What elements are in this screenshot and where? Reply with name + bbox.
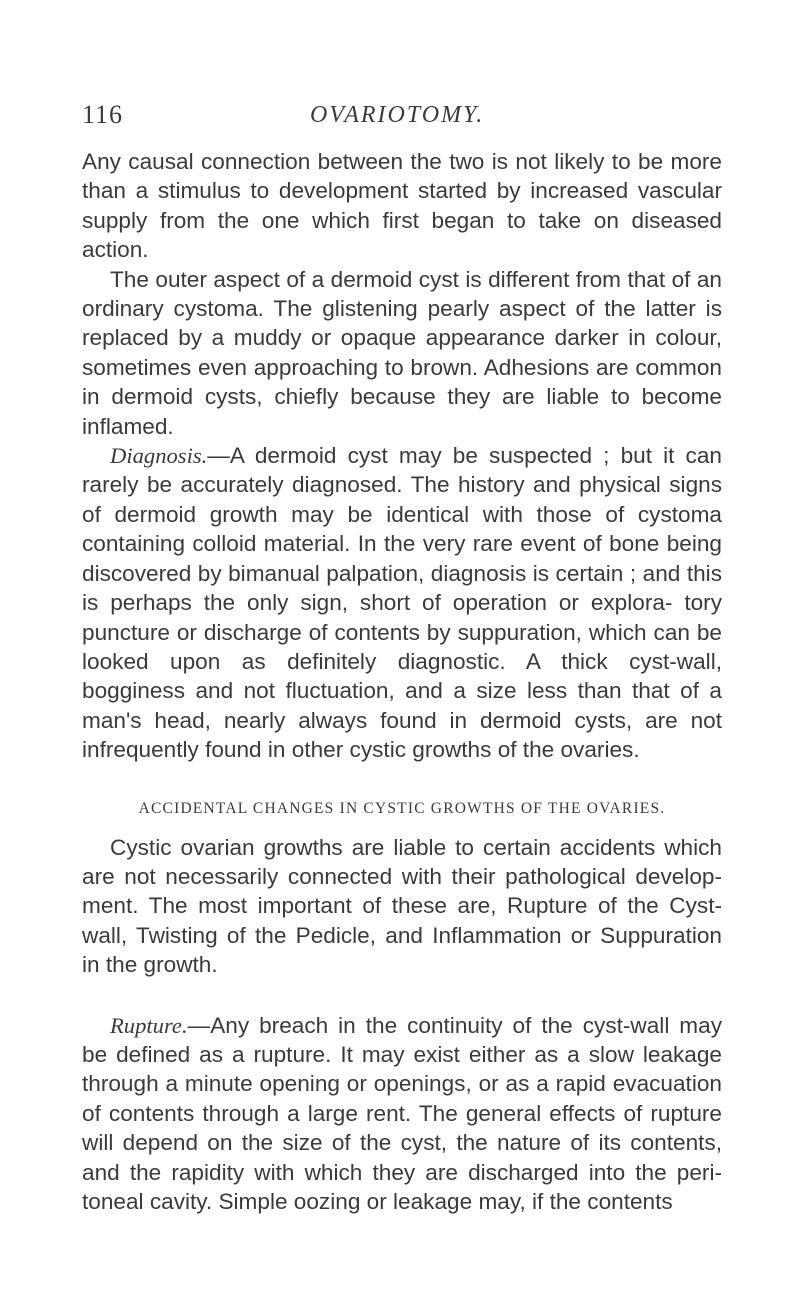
rupture-label: Rupture.	[110, 1012, 188, 1038]
running-title: OVARIOTOMY.	[310, 102, 485, 128]
paragraph-causal-connection: Any causal connection between the two is not likely to be more than a stimulus to development started by increased vascular supply from the one which first began to take on diseased action.	[82, 149, 722, 263]
paragraph-rupture	[82, 1011, 722, 1217]
section-heading: ACCIDENTAL CHANGES IN CYSTIC GROWTHS OF THE OVARIES.	[138, 799, 666, 817]
diagnosis-label: Diagnosis.	[110, 443, 208, 469]
paragraph-outer-aspect: The outer aspect of a dermoid cyst is different from that of an ordinary cystoma. The glistening pearly aspect of the latter is replaced by a muddy or opaque appearance darker in colour, sometimes even approaching to brown. Adhesions are common in dermoid cysts, chiefly because they are liable to become inflamed.	[82, 266, 722, 439]
paragraph-diagnosis	[82, 441, 722, 764]
rupture-text: —Any breach in the continuity of the cyst-wall may be defined as a rupture. It may exist either as a slow leakage through a minute opening or openings, or as a rapid evacuation of contents through a large rent. The general effects of rupture will depend on the size of the cyst, the nature of its contents, and the rapidity with which they are discharged into the peri- toneal cavity. Simple oozing or leakage may, if the contents	[82, 1012, 722, 1214]
page-number: 116	[82, 100, 124, 129]
diagnosis-text: —A dermoid cyst may be suspected ; but it can rarely be accurately diagnosed. The history and physical signs of dermoid growth may be identical with those of cystoma containing colloid material. In the very rare event of bone being discovered by bimanual palpation, diagnosis is certain ; and this is perhaps the only sign, short of operation or explora- tory puncture or discharge of contents by suppuration, which can be looked upon as definitely diagnostic. A thick cyst-wall, bogginess and not fluctuation, and a size less than that of a man's head, nearly always found in dermoid cysts, are not infrequently found in other cystic growths of the ovaries.	[82, 443, 722, 763]
paragraph-accidents: Cystic ovarian growths are liable to certain accidents which are not necessarily connected with their pathological develop- ment. The most important of these are, Rupture of the Cyst- wall, Twisting of the Pedicle, and Inflammation or Suppuration in the growth.	[82, 834, 722, 978]
paragraph-gap	[82, 980, 722, 1011]
body-text	[82, 147, 722, 1216]
running-head	[82, 100, 722, 136]
